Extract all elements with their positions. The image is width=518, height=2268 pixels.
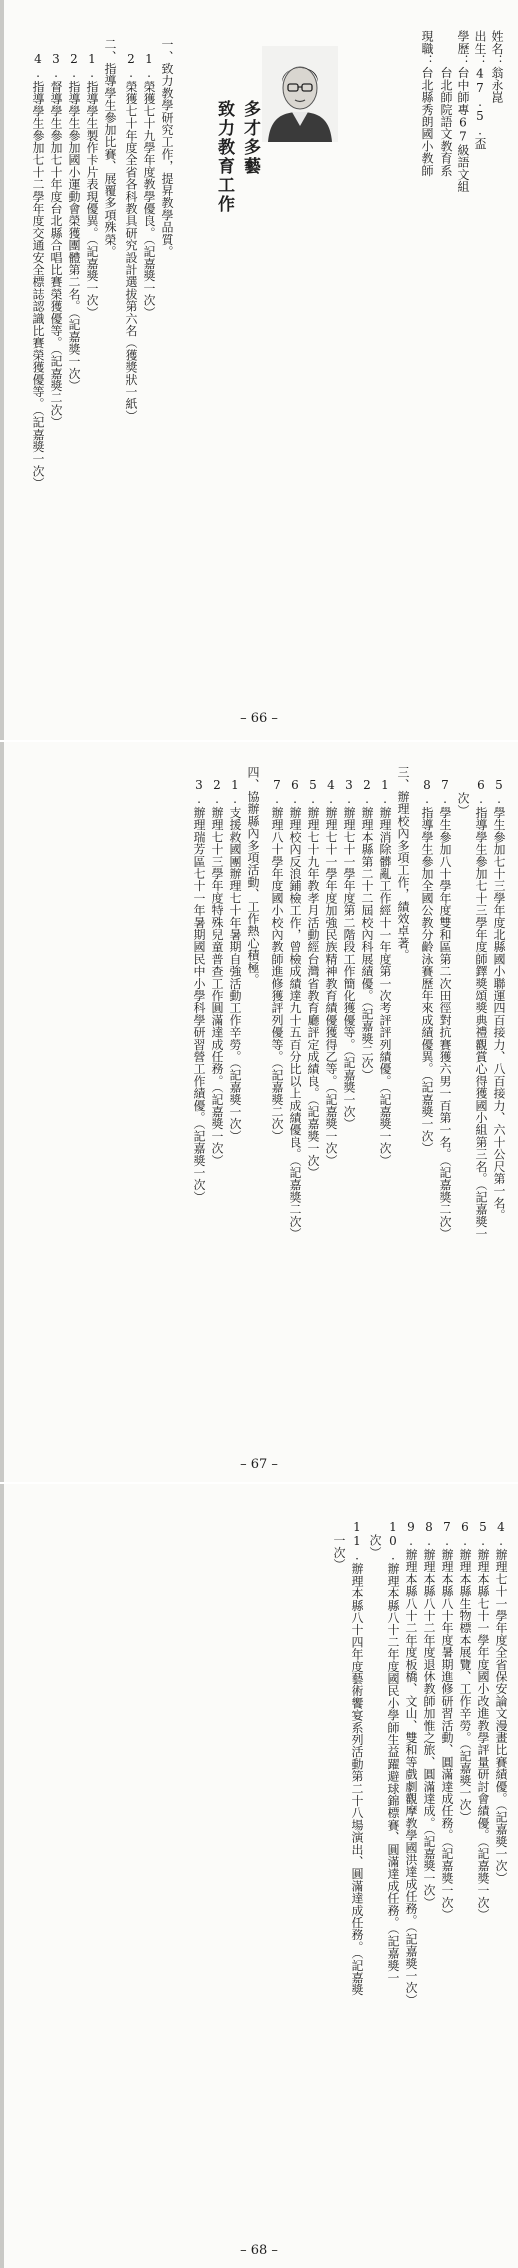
body-line: 5.辦理七十九年教孝月活動經台灣省教育廳評定成績良。（記嘉獎一次）	[306, 778, 320, 1179]
body-line: 5.辦理本縣七十一學年度國小改進教學評量研討會績優。（記嘉獎一次）	[476, 1520, 490, 1921]
page-edge	[0, 742, 4, 1482]
body-line: 1.指導學生製作卡片表現優異。（記嘉獎一次）	[85, 52, 99, 319]
body-line: 2.指導學生參加國小運動會榮獲團體第二名。（記嘉獎一次）	[67, 52, 81, 392]
profile-position: 現職：台北縣秀朗國小教師	[420, 30, 434, 177]
body-line: 8.指導學生參加全國公教分齡泳賽歷年來成績優異。（記嘉獎一次）	[420, 778, 434, 1155]
page-68	[0, 1484, 518, 2268]
body-line: 2.辦理本縣第二十二屆校內科展績優。（記嘉獎二次）	[360, 778, 374, 1081]
body-line: 3.辦理瑞芳區七十一年暑期國民中小學科學研習營工作績優。（記嘉獎一次）	[192, 778, 206, 1203]
section-3-heading: 三、辦理校內多項工作，績效卓著。	[396, 766, 410, 962]
body-line-continuation: 次）	[456, 792, 470, 817]
body-line: 4.辦理七十一學年度全省保安論文漫畫比賽績優。（記嘉獎一次）	[494, 1520, 508, 1884]
body-line-continuation: 一次）	[332, 1534, 346, 1571]
page-number: – 66 –	[240, 711, 278, 726]
profile-education-2: 台北師院語文教育系	[439, 30, 453, 177]
body-line: 7.學生參加八十學年度雙和區第二次田徑對抗賽獲六男一百第一名。（記嘉獎二次）	[438, 778, 452, 1240]
body-line: 1.榮獲七十九學年度教學優良。（記嘉獎一次）	[142, 52, 156, 319]
section-4-heading: 四、協辦縣內多項活動、工作熱心積極。	[246, 766, 260, 986]
portrait-photo	[262, 46, 338, 142]
page-edge	[0, 0, 4, 740]
article-title-line-1: 多才多藝	[240, 100, 260, 176]
body-line: 6.指導學生參加七十三學年度師鐸獎頌獎典禮觀賞心得獲國小組第三名。（記嘉獎一	[474, 778, 488, 1240]
profile-education: 學歷：台中師專67級語文組	[456, 30, 470, 193]
body-line: 8.辦理本縣八十二年度退休教師加惟之旅、圓滿達成。（記嘉獎一次）	[422, 1520, 436, 1909]
body-line: 10.辦理本縣八十二年度國民小學師生益躍避球錦標賽、圓滿達成任務。（記嘉獎一	[386, 1520, 400, 1984]
body-line: 2.榮獲七十年度全省各科教具研究設計選拔第六名（獲獎狀一紙）	[124, 52, 138, 422]
profile-birth: 出生：47.5.盃	[473, 30, 487, 150]
body-line: 6.辦理校內反浪鋪檢工作，曾檢成績達九十五百分比以上成績優良。（記嘉獎二次）	[288, 778, 302, 1240]
page-number: – 68 –	[240, 2243, 278, 2258]
section-1-heading: 一、致力教學研究工作，提昇教學品質。	[160, 38, 174, 258]
body-line: 3.督導學生參加七十年度台北縣合唱比賽榮獲優等。（記嘉獎二次）	[49, 52, 63, 429]
profile-name: 姓名：翁永崑	[490, 30, 504, 104]
page-number: – 67 –	[240, 1457, 278, 1472]
page-66	[0, 0, 518, 740]
body-line: 1.支援救國團辦理七十年暑期自強活動工作辛勞。（記嘉獎一次）	[228, 778, 242, 1142]
page-edge	[0, 1484, 4, 2268]
section-2-heading: 二、指導學生參加比賽、展覆多項殊榮。	[103, 38, 117, 258]
body-line: 6.辦理本縣生物標本展覽、工作辛勞。（記嘉獎一次）	[458, 1520, 472, 1823]
body-line: 7.辦理本縣八十年度暑期進修研習活動、圓滿達成任務。（記嘉獎一次）	[440, 1520, 454, 1921]
body-line: 11.辦理本縣八十四年度藝術饗宴系列活動第二十八場演出、圓滿達成任務。（記嘉獎	[350, 1520, 364, 1996]
body-line: 2.辦理七十三學年度特殊兒童普查工作圓滿達成任務。（記嘉獎一次）	[210, 778, 224, 1167]
body-line-continuation: 次）	[368, 1534, 382, 1559]
article-title-line-2: 致力教育工作	[214, 100, 234, 214]
body-line: 4.辦理七十一學年度加強民族精神教育績優獲得乙等。（記嘉獎一次）	[324, 778, 338, 1167]
body-line: 1.辦理消除髒亂工作經十一年度第一次考評評列績優。（記嘉獎一次）	[378, 778, 392, 1167]
body-line: 5.學生參加七十三學年度北縣國小聯運四百接力、八百接力、六十公尺第一名。	[492, 778, 506, 1222]
portrait-icon	[262, 46, 338, 142]
body-line: 4.指導學生參加七十二學年度交通安全標誌認識比賽榮獲優等。（記嘉獎一次）	[31, 52, 45, 490]
body-line: 3.辦理七十一學年度第二階段工作簡化獲優等。（記嘉獎一次）	[342, 778, 356, 1130]
page-67	[0, 742, 518, 1482]
body-line: 9.辦理本縣八十二年度板橋、文山、雙和等戲劇觀摩教學國洪達成任務。（記嘉獎一次）	[404, 1520, 418, 2006]
body-line: 7.辦理八十學年度國小校內教師進修獲評列優等。（記嘉獎二次）	[270, 778, 284, 1142]
